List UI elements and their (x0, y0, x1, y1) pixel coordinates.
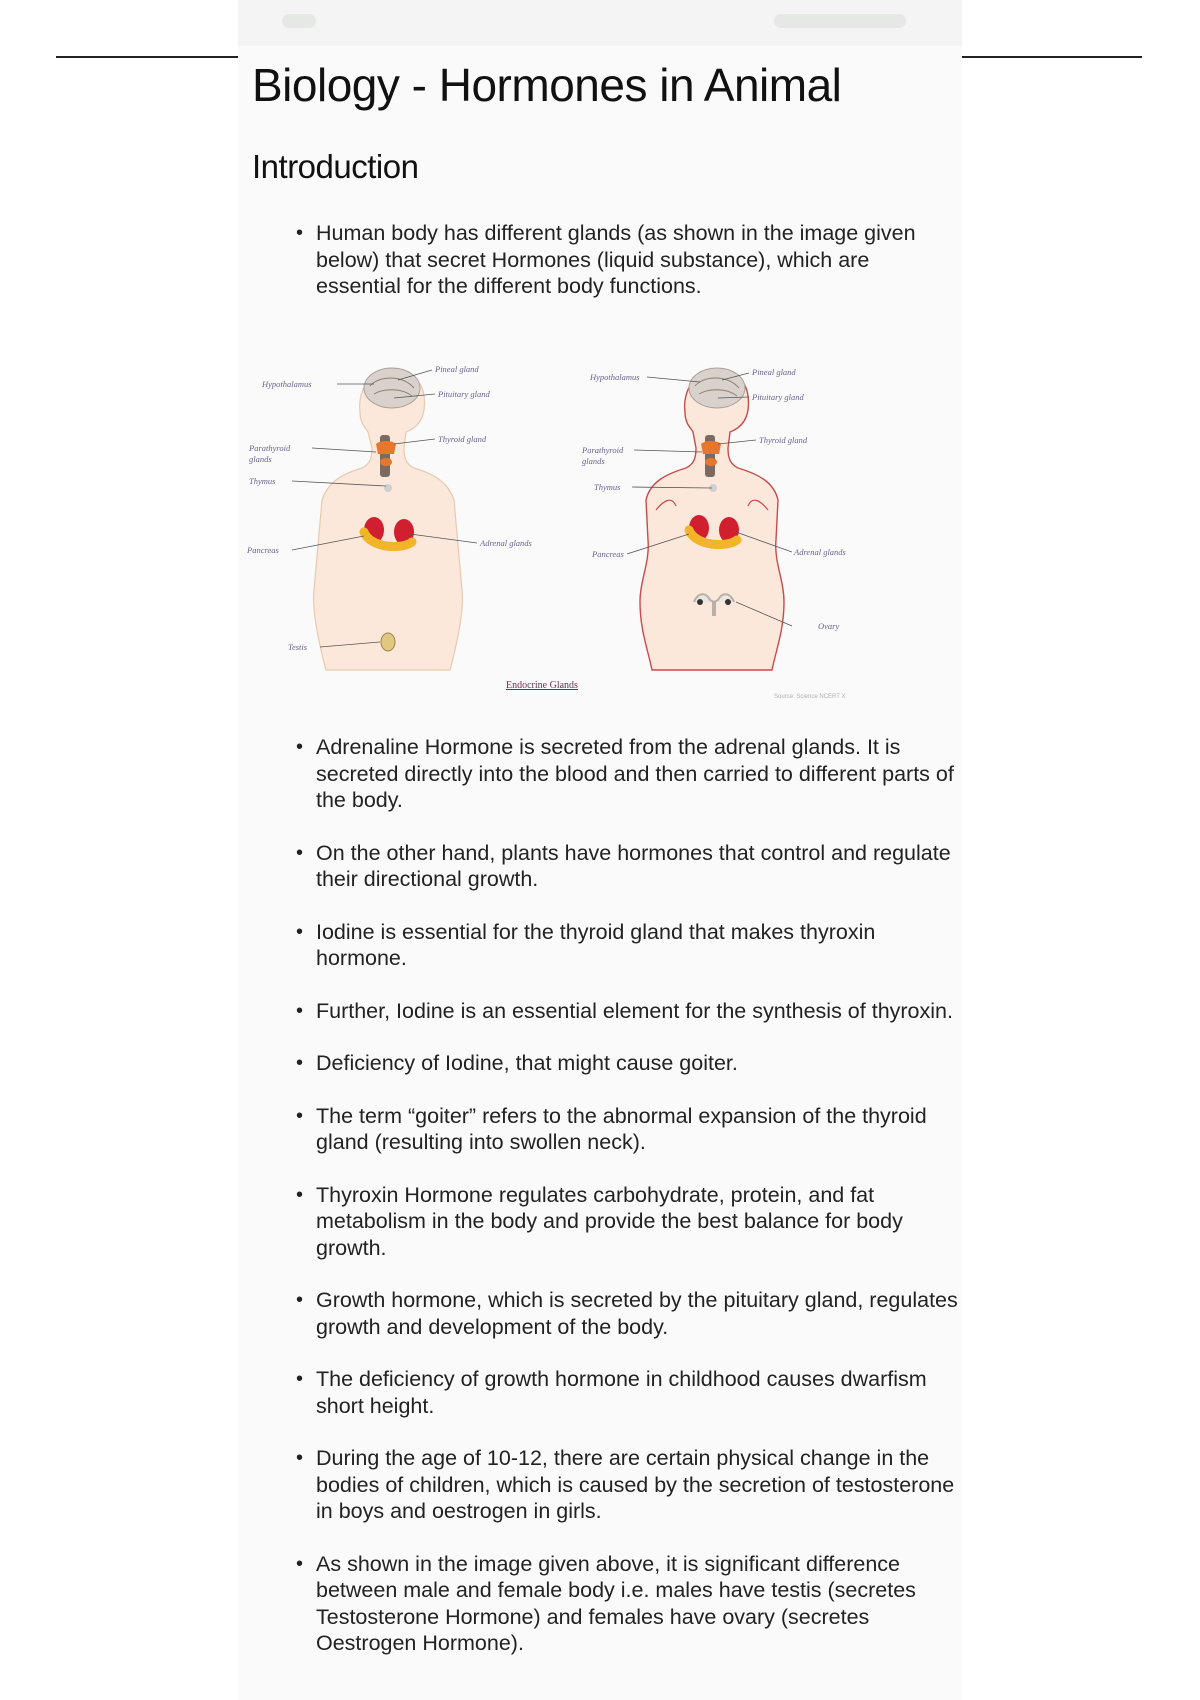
male-label-parathyroid-line1: Parathyroid (249, 443, 291, 453)
page-title: Biology - Hormones in Animal (252, 59, 842, 111)
male-label-thymus: Thymus (249, 476, 276, 486)
list-item: • Adrenaline Hormone is secreted from the adrenal glands. It is secreted directly into the blood and then carried to different parts of the body. (298, 734, 958, 814)
female-label-adrenal: Adrenal glands (794, 547, 846, 557)
list-item: • On the other hand, plants have hormones that control and regulate their directional growth. (298, 840, 958, 893)
male-label-adrenal: Adrenal glands (480, 538, 532, 548)
header-rule-right (962, 56, 1142, 58)
list-item: • Further, Iodine is an essential element for the synthesis of thyroxin. (298, 998, 958, 1025)
female-label-thymus: Thymus (594, 482, 621, 492)
content-list (298, 734, 958, 1683)
male-label-thyroid: Thyroid gland (438, 434, 487, 444)
female-body-illustration (640, 368, 784, 670)
endocrine-glands-figure (247, 340, 952, 700)
section-heading: Introduction (252, 148, 419, 185)
female-label-pituitary: Pituitary gland (752, 392, 804, 402)
list-item: • As shown in the image given above, it is significant difference between male and female body i.e. males have testis (secretes Testosterone Hormone) and females have ovary (secretes Oestrogen Hormone). (298, 1551, 958, 1657)
list-item: • Deficiency of Iodine, that might cause goiter. (298, 1050, 958, 1077)
male-label-parathyroid-line2: glands (249, 454, 272, 464)
female-label-ovary: Ovary (818, 621, 840, 631)
male-label-hypothalamus: Hypothalamus (262, 379, 312, 389)
intro-list (298, 220, 958, 300)
figure-source: Source: Science NCERT X (774, 694, 846, 700)
list-item: • The deficiency of growth hormone in childhood causes dwarfism short height. (298, 1366, 958, 1419)
figure-caption: Endocrine Glands (506, 680, 578, 691)
list-item: • The term “goiter” refers to the abnormal expansion of the thyroid gland (resulting into swollen neck). (298, 1103, 958, 1156)
list-item: • Iodine is essential for the thyroid gland that makes thyroxin hormone. (298, 919, 958, 972)
document-page (238, 0, 962, 1700)
header-rule-left (56, 56, 238, 58)
male-label-pineal: Pineal gland (435, 364, 479, 374)
list-item: • Thyroxin Hormone regulates carbohydrate, protein, and fat metabolism in the body and provide the best balance for body growth. (298, 1182, 958, 1262)
endocrine-glands-diagram (247, 340, 952, 700)
list-item: • During the age of 10-12, there are certain physical change in the bodies of children, which is caused by the secretion of testosterone in boys and oestrogen in girls. (298, 1445, 958, 1525)
female-label-pancreas: Pancreas (592, 549, 624, 559)
list-item: • Growth hormone, which is secreted by the pituitary gland, regulates growth and development of the body. (298, 1287, 958, 1340)
female-label-pineal: Pineal gland (752, 367, 796, 377)
female-label-parathyroid-line2: glands (582, 456, 605, 466)
status-bar-system-icons (774, 14, 906, 28)
male-label-pancreas: Pancreas (247, 545, 279, 555)
status-bar-time-icon (282, 14, 316, 28)
list-item: • Human body has different glands (as shown in the image given below) that secret Hormones (liquid substance), which are essential for the different body functions. (298, 220, 958, 300)
male-body-illustration (314, 368, 463, 670)
male-label-pituitary: Pituitary gland (438, 389, 490, 399)
status-bar (238, 0, 962, 46)
female-label-thyroid: Thyroid gland (759, 435, 808, 445)
female-label-hypothalamus: Hypothalamus (590, 372, 640, 382)
female-label-parathyroid-line1: Parathyroid (582, 445, 624, 455)
male-label-testis: Testis (288, 642, 308, 652)
